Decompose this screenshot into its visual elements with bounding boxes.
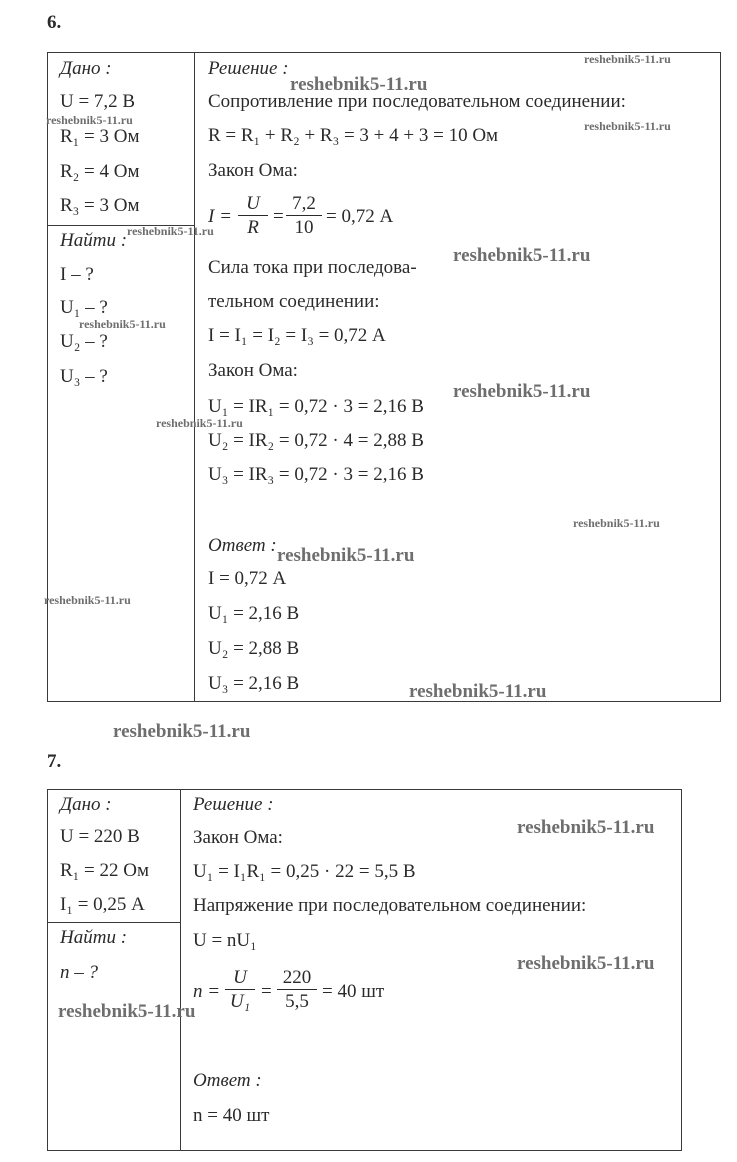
- watermark: reshebnik5-11.ru: [156, 416, 243, 430]
- problem-6-table: [47, 52, 721, 702]
- watermark: reshebnik5-11.ru: [58, 1001, 196, 1022]
- problem-6-find-item: U₃ – ?: [60, 366, 108, 387]
- problem-7-formula-numerator-1: U: [225, 967, 255, 990]
- problem-7-solution-line: Закон Ома:: [193, 827, 283, 848]
- watermark: reshebnik5-11.ru: [573, 516, 660, 530]
- problem-7-formula-rhs: = 40 шт: [322, 981, 385, 1002]
- problem-6-formula-fraction-1: [238, 193, 268, 240]
- problem-6-solution-line: Закон Ома:: [208, 160, 298, 181]
- problem-7-solution-header: Решение :: [193, 794, 274, 815]
- watermark: reshebnik5-11.ru: [290, 74, 428, 95]
- problem-6-given-item: R₃ = 3 Ом: [60, 195, 140, 216]
- problem-6-find-item: U₁ – ?: [60, 297, 108, 318]
- problem-7-formula-denominator-2: 5,5: [285, 991, 309, 1012]
- problem-6-find-item: U₂ – ?: [60, 331, 108, 352]
- problem-6-formula-equals: =: [273, 206, 284, 227]
- problem-6-solution-line: Закон Ома:: [208, 360, 298, 381]
- problem-7-solution-line: U₁ = I₁R₁ = 0,25 · 22 = 5,5 В: [193, 861, 416, 882]
- problem-7-column-divider: [180, 789, 181, 1151]
- problem-6-answer-item: U₂ = 2,88 В: [208, 638, 300, 659]
- problem-6-answer-item: U₁ = 2,16 В: [208, 603, 300, 624]
- problem-6-formula-denominator-1: R: [247, 217, 259, 238]
- watermark: reshebnik5-11.ru: [453, 245, 591, 266]
- watermark: reshebnik5-11.ru: [409, 681, 547, 702]
- watermark: reshebnik5-11.ru: [517, 817, 655, 838]
- problem-6-solution-line: Сопротивление при последовательном соединении:: [208, 91, 626, 112]
- problem-6-formula-numerator-2: 7,2: [286, 193, 322, 216]
- problem-6-formula-numerator-1: U: [238, 193, 268, 216]
- watermark: reshebnik5-11.ru: [453, 381, 591, 402]
- watermark: reshebnik5-11.ru: [277, 545, 415, 566]
- problem-6-find-item: I – ?: [60, 264, 94, 285]
- problem-6-solution-line: U₂ = IR₂ = 0,72 · 4 = 2,88 В: [208, 430, 424, 451]
- problem-6-number: 6.: [47, 12, 62, 33]
- problem-7-solution-line: Напряжение при последовательном соединении:: [193, 895, 587, 916]
- problem-6-solution-line: R = R₁ + R₂ + R₃ = 3 + 4 + 3 = 10 Ом: [208, 125, 499, 146]
- watermark: reshebnik5-11.ru: [584, 52, 671, 66]
- problem-6-solution-header: Решение :: [208, 58, 289, 79]
- problem-7-answer-item: n = 40 шт: [193, 1105, 270, 1126]
- problem-7-given-item: R₁ = 22 Ом: [60, 860, 150, 881]
- problem-7-formula-denominator-1: U₁: [229, 991, 251, 1012]
- problem-6-answer-item: I = 0,72 А: [208, 568, 287, 589]
- watermark: reshebnik5-11.ru: [517, 953, 655, 974]
- problem-6-find-header: Найти :: [60, 230, 128, 251]
- problem-6-given-item: R₁ = 3 Ом: [60, 126, 140, 147]
- problem-7-find-header: Найти :: [60, 927, 128, 948]
- problem-7-formula-lhs: n =: [193, 981, 221, 1002]
- problem-7-given-header: Дано :: [60, 794, 112, 815]
- problem-6-formula-rhs: = 0,72 А: [326, 206, 394, 227]
- problem-7-given-item: I₁ = 0,25 А: [60, 894, 145, 915]
- problem-6-given-item: U = 7,2 В: [60, 91, 136, 112]
- problem-7-formula-fraction-2: [277, 967, 317, 1014]
- watermark: reshebnik5-11.ru: [46, 113, 133, 127]
- problem-7-find-item: n – ?: [60, 962, 98, 983]
- problem-7-formula-numerator-2: 220: [277, 967, 317, 990]
- problem-6-formula-fraction-2: [286, 193, 322, 240]
- watermark: reshebnik5-11.ru: [44, 593, 131, 607]
- problem-6-answer-item: U₃ = 2,16 В: [208, 673, 300, 694]
- problem-6-solution-line: Сила тока при последова-: [208, 257, 417, 278]
- problem-6-formula-lhs: I =: [208, 206, 232, 227]
- problem-7-given-item: U = 220 В: [60, 826, 140, 847]
- problem-7-given-divider: [47, 922, 180, 923]
- problem-7-formula-equals: =: [261, 981, 272, 1002]
- watermark: reshebnik5-11.ru: [127, 224, 214, 238]
- problem-6-given-header: Дано :: [60, 58, 112, 79]
- watermark: reshebnik5-11.ru: [79, 317, 166, 331]
- problem-7-formula-fraction-1: [225, 967, 255, 1014]
- problem-6-solution-line: тельном соединении:: [208, 291, 380, 312]
- watermark: reshebnik5-11.ru: [584, 119, 671, 133]
- problem-6-solution-line: I = I₁ = I₂ = I₃ = 0,72 А: [208, 325, 386, 346]
- problem-6-formula-denominator-2: 10: [294, 217, 314, 238]
- problem-6-solution-line: U₁ = IR₁ = 0,72 · 3 = 2,16 В: [208, 396, 424, 417]
- problem-6-given-item: R₂ = 4 Ом: [60, 161, 140, 182]
- problem-7-answer-header: Ответ :: [193, 1070, 262, 1091]
- problem-7-solution-line: U = nU₁: [193, 930, 257, 951]
- watermark: reshebnik5-11.ru: [113, 721, 251, 742]
- problem-7-number: 7.: [47, 751, 62, 772]
- problem-6-solution-line: U₃ = IR₃ = 0,72 · 3 = 2,16 В: [208, 464, 424, 485]
- problem-6-column-divider: [194, 52, 195, 702]
- problem-6-answer-header: Ответ :: [208, 535, 277, 556]
